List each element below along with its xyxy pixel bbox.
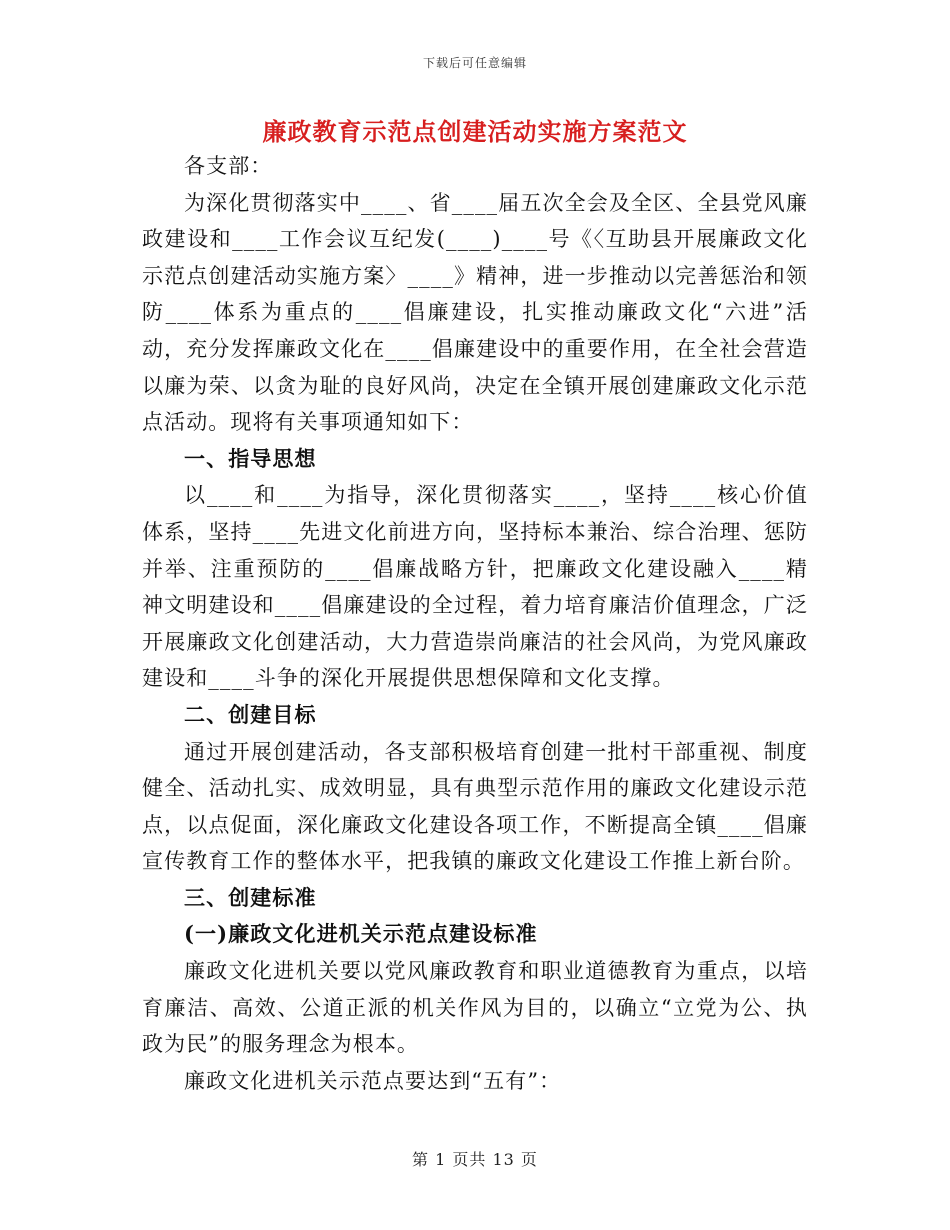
- section-body-goals: 通过开展创建活动，各支部积极培育创建一批村干部重视、制度健全、活动扎实、成效明显，具有典型示范作用的廉政文化建设示范点，以点促面，深化廉政文化建设各项工作，不断提高全镇____倡廉宣传教育工作的整体水平，把我镇的廉政文化建设工作推上新台阶。: [142, 739, 808, 874]
- page-header-note: 下载后可任意编辑: [422, 56, 527, 70]
- section-heading-standards: 三、创建标准: [184, 884, 317, 910]
- section-heading-guiding-ideology: 一、指导思想: [184, 445, 317, 471]
- document-title: 廉政教育示范点创建活动实施方案范文: [262, 117, 688, 146]
- intro-paragraph: 为深化贯彻落实中____、省____届五次全会及全区、全县党风廉政建设和____工作会议互纪发(____)____号《〈互助县开展廉政文化示范点创建活动实施方案〉____》精神，进一步推动以完善惩治和领防____体系为重点的____倡廉建设，扎实推动廉政文化“六进”活动，充分发挥廉政文化在____倡廉建设中的重要作用，在全社会营造以廉为荣、以贪为耻的良好风尚，决定在全镇开展创建廉政文化示范点活动。现将有关事项通知如下：: [142, 190, 808, 435]
- page-number: 第 1 页共 13 页: [412, 1150, 538, 1169]
- section-heading-goals: 二、创建目标: [184, 701, 317, 727]
- subsection-heading-government-standards: (一)廉政文化进机关示范点建设标准: [184, 921, 538, 947]
- salutation: 各支部：: [184, 154, 273, 178]
- section-body-guiding-ideology: 以____和____为指导，深化贯彻落实____，坚持____核心价值体系，坚持____先进文化前进方向，坚持标本兼治、综合治理、惩防并举、注重预防的____倡廉战略方针，把廉政文化建设融入____精神文明建设和____倡廉建设的全过程，着力培育廉洁价值理念，广泛开展廉政文化创建活动，大力营造崇尚廉洁的社会风尚，为党风廉政建设和____斗争的深化开展提供思想保障和文化支撑。: [142, 483, 808, 691]
- subsection-body-five-haves: 廉政文化进机关示范点要达到“五有”：: [184, 1068, 562, 1093]
- document-body: [142, 148, 808, 1099]
- subsection-body-government-standards: 廉政文化进机关要以党风廉政教育和职业道德教育为重点，以培育廉洁、高效、公道正派的机关作风为目的，以确立“立党为公、执政为民”的服务理念为根本。: [142, 959, 808, 1057]
